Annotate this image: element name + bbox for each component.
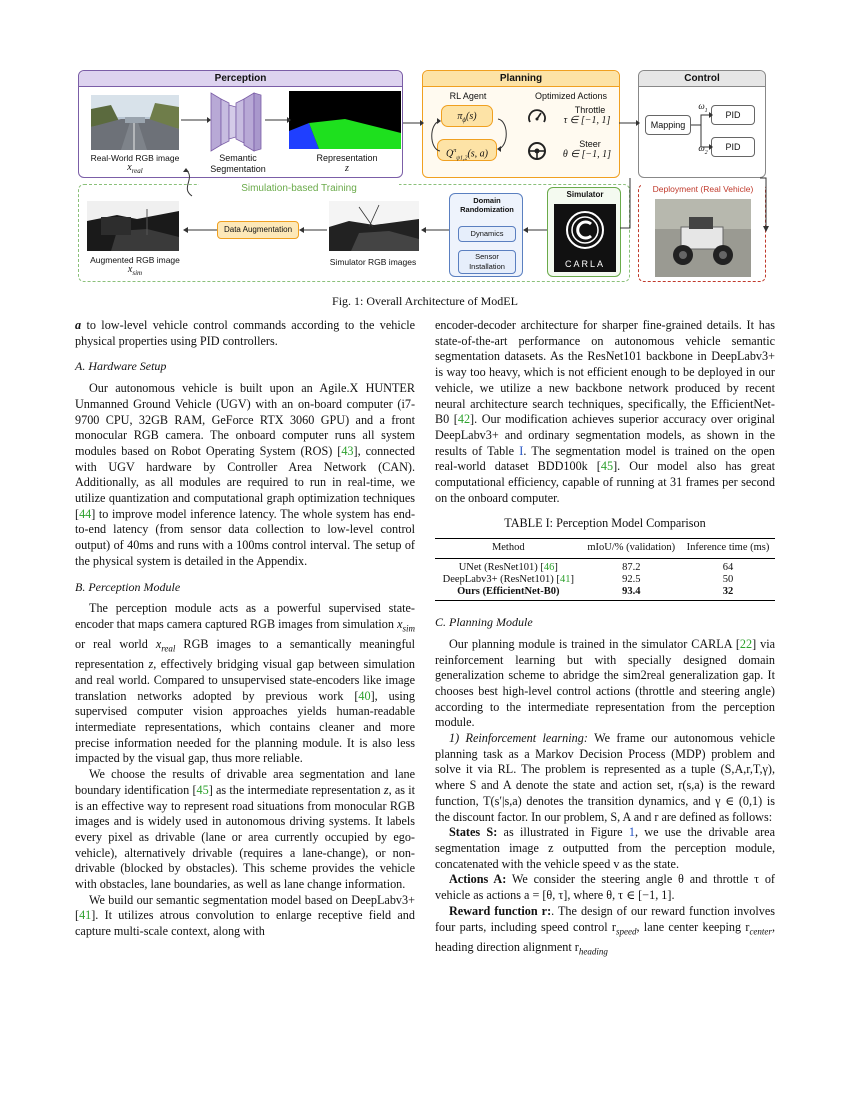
citation-link[interactable]: 45: [196, 782, 209, 797]
sim-training-title: Simulation-based Training: [199, 184, 399, 194]
table-header-cell: mIoU/% (validation): [582, 539, 681, 559]
table-header-cell: Inference time (ms): [681, 539, 775, 559]
pid-block-1: PID: [711, 105, 755, 125]
domain-rand-title-1: Domain: [473, 196, 501, 205]
augmented-label: Augmented RGB image: [90, 255, 180, 265]
throttle-range: τ ∈ [−1, 1]: [563, 115, 611, 126]
architecture-figure: [72, 68, 772, 286]
dynamics-block: Dynamics: [458, 226, 516, 242]
table-cell-method: DeepLabv3+ (ResNet101) [41]: [442, 574, 574, 586]
table-reference-link[interactable]: I: [519, 443, 524, 458]
arrow-icon: [523, 225, 549, 235]
table-row: [435, 586, 775, 601]
hardware-paragraph: Our autonomous vehicle is built upon an Agile.X HUNTER Unmanned Ground Vehicle (UGV) with an on-board computer (i7-9700 CPU, 32GB RAM, GeForce RTX 3060 GPU) and a front monocular RGB camera. The onboard computer runs all system modules based on Robot Operating System (ROS) [43], connected with UGV hardware by Controller Area Network (CAN). Additionally, as all modules are required to run in real-time, we utilize quantization and computational graph optimization techniques [44] to improve model inference latency. The whole system has end-to-end latency (from sensor data collection to low-level control output) of 40ms and runs with a 100ms control interval. The setup of the physical system is detailed in the Appendix.: [75, 381, 415, 568]
omega-2: $\omega_2$: [698, 143, 708, 156]
arrow-icon: [179, 115, 211, 125]
intro-paragraph: a to low-level vehicle control commands according to the vehicle physical properties using PID controllers.: [75, 318, 415, 348]
sensor-installation-block: Sensor Installation: [458, 250, 516, 274]
table-cell-method: Ours (EfficientNet-B0): [435, 586, 582, 601]
perception-paragraph-1: The perception module acts as a powerful supervised state-encoder that maps camera captured RGB images from simulation $x_{sim}$ or real world $x_{real}$ RGB images to a semantically meaningful representation z, effectively bridging visual gap between simulation and real world. Compared to unsupervised state-encoders like image translation networks adopted by previous work [40], using supervised computer vision approaches yields human-readable intermediate representations, which contains cleaner and more precise information needed for the planning module. It is also less impacted by the visual gap, thus more reliable.: [75, 601, 416, 766]
arrow-icon: [263, 115, 291, 125]
citation-link[interactable]: 41: [79, 908, 92, 923]
citation-link[interactable]: 45: [600, 459, 614, 474]
rl-agent-label: RL Agent: [449, 91, 487, 101]
perception-heading: B. Perception Module: [75, 579, 181, 594]
left-column: [75, 318, 415, 940]
table-header-row: [435, 539, 775, 559]
arrow-icon: [299, 225, 329, 235]
throttle-label: Throttle: [574, 105, 606, 115]
planning-paragraph: Our planning module is trained in the simulator CARLA [22] via reinforcement learning but with specially designed domain generalization scheme to abridge the sim2real generalization gap. It chooses best high-level control actions (throttle and steering angle) according to the intermediate representation from the perception module.: [435, 636, 775, 730]
optimized-actions-label: Optimized Actions: [534, 91, 608, 101]
citation-link[interactable]: 42: [457, 412, 471, 427]
carla-logo: [554, 204, 616, 272]
perception-comparison-table: [435, 538, 775, 601]
simulator-rgb-image: [329, 201, 419, 251]
actions-paragraph: Actions A: We consider the steering angle θ and throttle τ of vehicle as actions a = [θ, τ], where θ, τ ∈ [−1, 1].: [435, 872, 775, 903]
table-cell-miou: 93.4: [582, 586, 681, 601]
table-cell-time: 64: [722, 562, 734, 574]
table-cell-method: UNet (ResNet101) [46]: [458, 562, 558, 574]
citation-link[interactable]: 22: [739, 636, 753, 651]
loop-arrow-icon: [497, 115, 511, 155]
figure-reference-link[interactable]: 1: [628, 825, 635, 840]
table-row: [435, 559, 775, 575]
table-cell-time: 50: [722, 574, 734, 586]
augmented-image: [87, 201, 179, 251]
perception-paragraph-3: We build our semantic segmentation model based on DeepLabv3+ [41]. It utilizes atrous convolution to enlarge receptive field and capture multi-scale context, along with: [75, 892, 415, 939]
segmentation-network-icon: [209, 89, 263, 153]
steer-label: Steer: [579, 139, 601, 149]
omega-1: $\omega_1$: [698, 101, 708, 114]
table-cell-miou: 92.5: [622, 574, 641, 586]
domain-rand-title-2: Randomization: [460, 205, 514, 214]
representation-image: [289, 91, 401, 149]
speedometer-icon: [527, 107, 547, 127]
table-cell-time: 32: [681, 586, 775, 601]
rl-paragraph: 1) Reinforcement learning: We frame our autonomous vehicle planning task as a Markov Decision Process (MDP) problem and solve it via RL. The problem is represented as a tuple (S,A,r,T,γ), where S and A denote the state and action set, r(s,a) is the reward function, T(s′|s,a) denotes the transition dynamics, and γ ∈ (0,1) is the discount factor. In our problem, S, A and r are defined as follows:: [435, 731, 775, 824]
perception-box: [78, 70, 403, 178]
planning-heading: C. Planning Module: [435, 615, 533, 630]
steer-range: θ ∈ [−1, 1]: [562, 149, 612, 160]
mapping-block: Mapping: [645, 115, 691, 135]
policy-network: $\pi_\phi(s)$: [441, 105, 493, 127]
steering-wheel-icon: [527, 141, 547, 161]
citation-link[interactable]: 41: [559, 574, 571, 586]
feedback-arrows-icon: [620, 128, 770, 238]
deployment-title: Deployment (Real Vehicle): [641, 184, 765, 194]
arrow-icon: [183, 225, 219, 235]
citation-link[interactable]: 46: [543, 562, 555, 574]
reward-paragraph: Reward function r:. The design of our reward function involves four parts, including speed control $r_{speed}$, lane center keeping $r_{center}$, heading direction alignment $r_{heading}$: [435, 903, 775, 957]
feedback-curve-icon: [172, 168, 202, 198]
table-cell-miou: 87.2: [622, 562, 641, 574]
perception-paragraph-2: We choose the results of drivable area segmentation and lane boundary identification [45] as the intermediate representation z, as it is an effective way to represent road situations from monocular RGB images and is widely used in autonomous driving systems. It labels every pixel as drivable (lane or area currently occupied by ego-vehicle), alternatively drivable (requires a lane-change), or non-drivable (blocked by obstacles). This scheme provides the vehicle with obstacles, lane boundaries, as well as lane change information.: [75, 767, 415, 892]
table-header-cell: Method: [435, 539, 582, 559]
segmentation-paragraph: encoder-decoder architecture for sharper fine-grained details. It has state-of-the-art performance on autonomous vehicle semantic segmentation datasets. As the ResNet101 backbone in DeepLabv3+ is way too heavy, which is not efficient enough to be deployed in our vehicle, we utilize a new backbone network produced by recent neural architecture search techniques, specifically, the EfficientNet-B0 [42]. Our modification achieves superior accuracy over original DeepLabv3+ and ordinary segmentation models, as shown in the results of Table I. The segmentation model is trained on the open real-world dataset BDD100k [45]. Our model also has great computational efficiency, capable of running at 31 frames per second on the onboard computer.: [435, 318, 775, 505]
citation-link[interactable]: 44: [79, 506, 92, 521]
representation-var: z: [345, 163, 349, 174]
citation-link[interactable]: 43: [341, 443, 354, 458]
table-row: [435, 574, 775, 586]
simulator-rgb-label: Simulator RGB images: [329, 257, 417, 267]
simulator-title: Simulator: [566, 190, 604, 199]
citation-link[interactable]: 40: [358, 688, 371, 703]
data-augmentation-block: Data Augmentation: [217, 221, 299, 239]
q-network: $Q^\pi_{\psi 1,2}(s$, a): [437, 139, 497, 161]
figure-caption: Fig. 1: Overall Architecture of ModEL: [332, 294, 518, 308]
real-image-var: $x_{real}$: [127, 162, 143, 175]
segmentation-label-1: Semantic: [219, 153, 257, 163]
perception-title: Perception: [79, 71, 402, 87]
right-column: [435, 318, 775, 960]
sim-training-box: [78, 184, 630, 282]
hardware-heading: A. Hardware Setup: [75, 359, 167, 374]
loop-arrow-icon: [427, 115, 441, 155]
representation-label: Representation: [316, 153, 378, 163]
carla-wordmark: CARLA: [564, 259, 605, 269]
simulator-box: [547, 187, 621, 277]
domain-randomization-box: [449, 193, 523, 277]
road-photo-icon: [91, 95, 179, 150]
segmentation-label-2: Segmentation: [210, 164, 266, 174]
states-paragraph: States S: as illustrated in Figure 1, we use the drivable area segmentation image z outputted from the perception module, concatenated with the vehicle speed v as the state.: [435, 825, 775, 871]
augmented-var: $x_{sim}$: [127, 264, 143, 277]
planning-title: Planning: [423, 71, 619, 87]
real-image-label: Real-World RGB image: [90, 153, 180, 163]
pid-block-2: PID: [711, 137, 755, 157]
carla-logo-icon: [554, 204, 616, 256]
table-caption: TABLE I: Perception Model Comparison: [504, 516, 706, 531]
arrow-icon: [402, 118, 424, 128]
control-title: Control: [639, 71, 765, 87]
planning-box: [422, 70, 620, 178]
real-world-image: [91, 95, 179, 150]
arrow-icon: [618, 118, 640, 128]
arrow-icon: [421, 225, 451, 235]
